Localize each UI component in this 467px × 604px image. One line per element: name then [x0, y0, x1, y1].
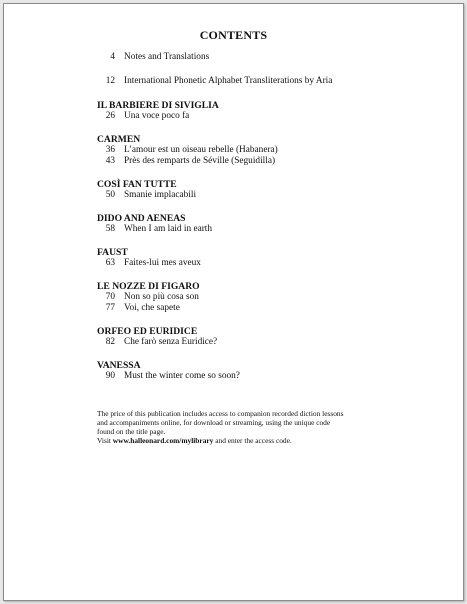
note-line: and accompaniments online, for download or streaming, using the unique code — [97, 418, 331, 427]
aria-title: Una voce poco fa — [124, 111, 190, 121]
page-number: 4 — [110, 52, 115, 62]
aria-title: Non so più cosa son — [124, 292, 199, 302]
aria-title: Près des remparts de Séville (Seguidilla) — [124, 156, 276, 166]
visit-suffix: and enter the access code. — [213, 436, 292, 445]
page-number: 82 — [105, 337, 115, 347]
toc-entry — [97, 371, 437, 382]
aria-title: Smanie implacabili — [124, 190, 197, 200]
page-sheet — [3, 3, 464, 601]
page-number: 26 — [105, 111, 115, 121]
visit-line — [97, 436, 397, 445]
opera-title: FAUST — [97, 247, 128, 258]
entry-title: Notes and Translations — [124, 52, 210, 62]
page-number: 43 — [105, 156, 115, 166]
opera-section — [97, 100, 437, 122]
note-line: The price of this publication includes access to companion recorded diction lessons — [97, 409, 344, 418]
page-number: 58 — [105, 224, 115, 234]
page-number: 50 — [105, 190, 115, 200]
opera-title: CARMEN — [97, 134, 141, 145]
opera-title: ORFEO ED EURIDICE — [97, 326, 198, 337]
opera-title: DIDO AND AENEAS — [97, 213, 186, 224]
table-of-contents — [97, 52, 437, 394]
page-number: 63 — [105, 258, 115, 268]
entry-title: International Phonetic Alphabet Transliterations by Aria — [124, 76, 333, 86]
aria-title: Che farò senza Euridice? — [124, 337, 218, 347]
toc-entry — [97, 145, 437, 156]
toc-entry — [97, 224, 437, 235]
page-number: 70 — [105, 292, 115, 302]
aria-title: Must the winter come so soon? — [124, 371, 240, 381]
aria-title: Voi, che sapete — [124, 303, 180, 313]
page-number: 12 — [105, 76, 115, 86]
page-number: 90 — [105, 371, 115, 381]
visit-prefix: Visit — [97, 436, 113, 445]
aria-title: L’amour est un oiseau rebelle (Habanera) — [124, 145, 278, 155]
opera-section — [97, 281, 437, 314]
aria-title: When I am laid in earth — [124, 224, 213, 234]
opera-section — [97, 326, 437, 348]
opera-section — [97, 213, 437, 235]
toc-entry — [97, 292, 437, 303]
toc-entry — [97, 156, 437, 167]
opera-section — [97, 179, 437, 201]
page-number: 36 — [105, 145, 115, 155]
page-number: 77 — [105, 303, 115, 313]
opera-title: IL BARBIERE DI SIVIGLIA — [97, 100, 219, 111]
access-note — [97, 409, 397, 445]
page-title: CONTENTS — [199, 28, 268, 42]
toc-entry — [97, 303, 437, 314]
toc-entry — [97, 258, 437, 269]
aria-title: Faites-lui mes aveux — [124, 258, 201, 268]
library-link[interactable]: www.halleonard.com/mylibrary — [112, 436, 214, 445]
opera-title: COSÌ FAN TUTTE — [97, 179, 177, 190]
opera-section — [97, 247, 437, 269]
opera-title: VANESSA — [97, 360, 141, 371]
toc-entry — [97, 337, 437, 348]
opera-section — [97, 360, 437, 382]
toc-entry — [97, 52, 437, 63]
toc-entry — [97, 76, 437, 87]
toc-entry — [97, 111, 437, 122]
toc-entry — [97, 190, 437, 201]
opera-title: LE NOZZE DI FIGARO — [97, 281, 200, 292]
opera-section — [97, 134, 437, 167]
note-line: found on the title page. — [97, 427, 166, 436]
